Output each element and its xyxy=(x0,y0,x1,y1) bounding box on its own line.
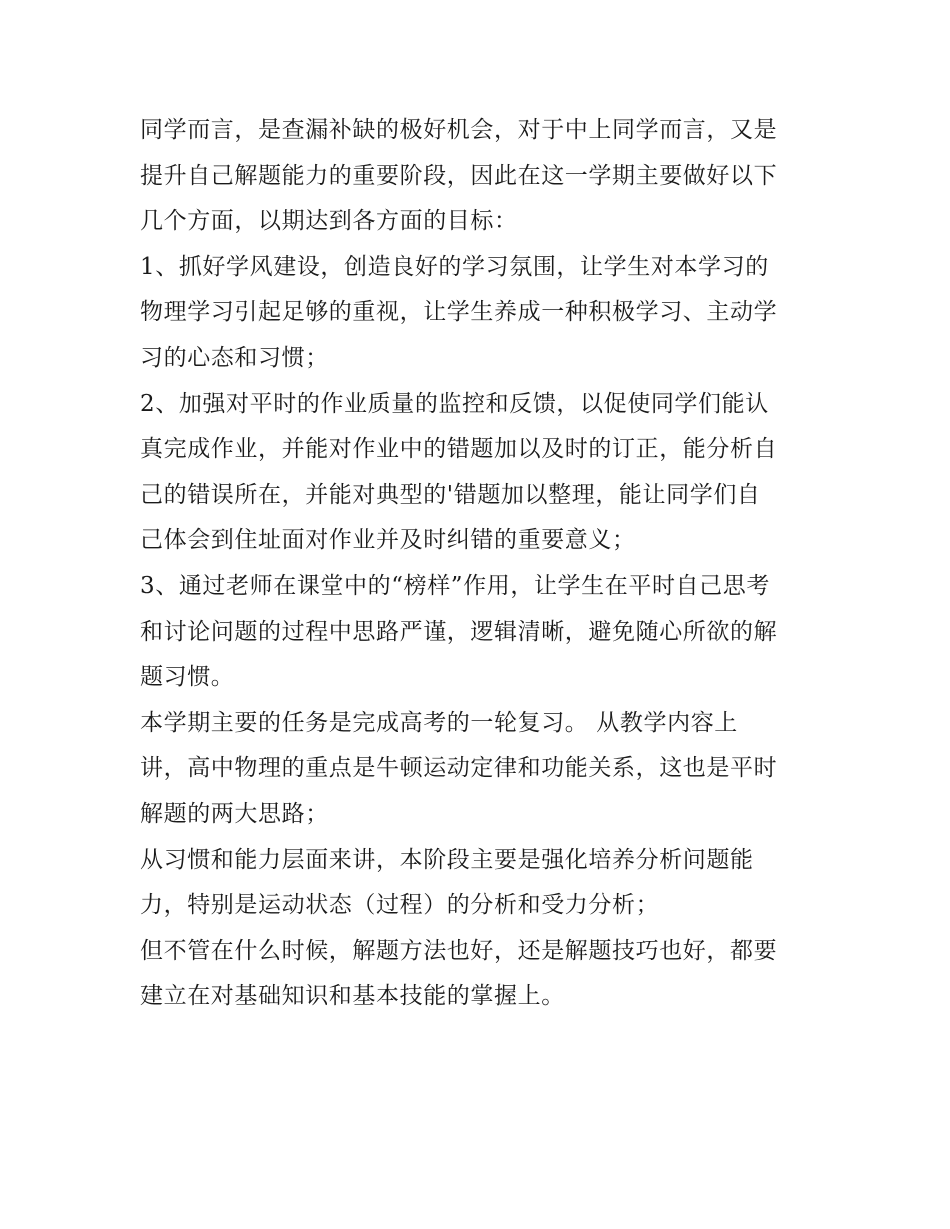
text-line: 1、抓好学风建设，创造良好的学习氛围，让学生对本学习的 xyxy=(140,253,769,280)
text-line: 从习惯和能力层面来讲，本阶段主要是强化培养分析问题能 xyxy=(140,846,754,873)
text-line: 解题的两大思路； xyxy=(140,800,329,827)
text-line: 己的错误所在，并能对典型的'错题加以整理，能让同学们自 xyxy=(140,481,761,508)
text-line: 提升自己解题能力的重要阶段，因此在这一学期主要做好以下 xyxy=(140,162,778,189)
text-line: 讲，高中物理的重点是牛顿运动定律和功能关系，这也是平时 xyxy=(140,755,778,782)
text-line: 己体会到住址面对作业并及时纠错的重要意义； xyxy=(140,527,636,554)
text-line: 但不管在什么时候，解题方法也好，还是解题技巧也好，都要 xyxy=(140,937,778,964)
text-line: 力，特别是运动状态（过程）的分析和受力分析； xyxy=(140,892,660,919)
text-line: 几个方面，以期达到各方面的目标： xyxy=(140,208,518,235)
text-line: 同学而言，是查漏补缺的极好机会，对于中上同学而言，又是 xyxy=(140,117,778,143)
text-line: 习的心态和习惯； xyxy=(140,344,329,371)
text-line: 本学期主要的任务是完成高考的一轮复习。 从教学内容上 xyxy=(140,709,738,736)
text-line: 3、通过老师在课堂中的“榜样”作用，让学生在平时自己思考 xyxy=(140,572,770,599)
document-body xyxy=(140,108,820,1020)
text-line: 建立在对基础知识和基本技能的掌握上。 xyxy=(140,983,565,1010)
text-line: 物理学习引起足够的重视，让学生养成一种积极学习、主动学 xyxy=(140,299,778,326)
text-line: 题习惯。 xyxy=(140,664,235,691)
text-line: 真完成作业，并能对作业中的错题加以及时的订正，能分析自 xyxy=(140,436,778,463)
text-line: 2、加强对平时的作业质量的监控和反馈，以促使同学们能认 xyxy=(140,390,769,417)
text-line: 和讨论问题的过程中思路严谨，逻辑清晰，避免随心所欲的解 xyxy=(140,618,778,645)
